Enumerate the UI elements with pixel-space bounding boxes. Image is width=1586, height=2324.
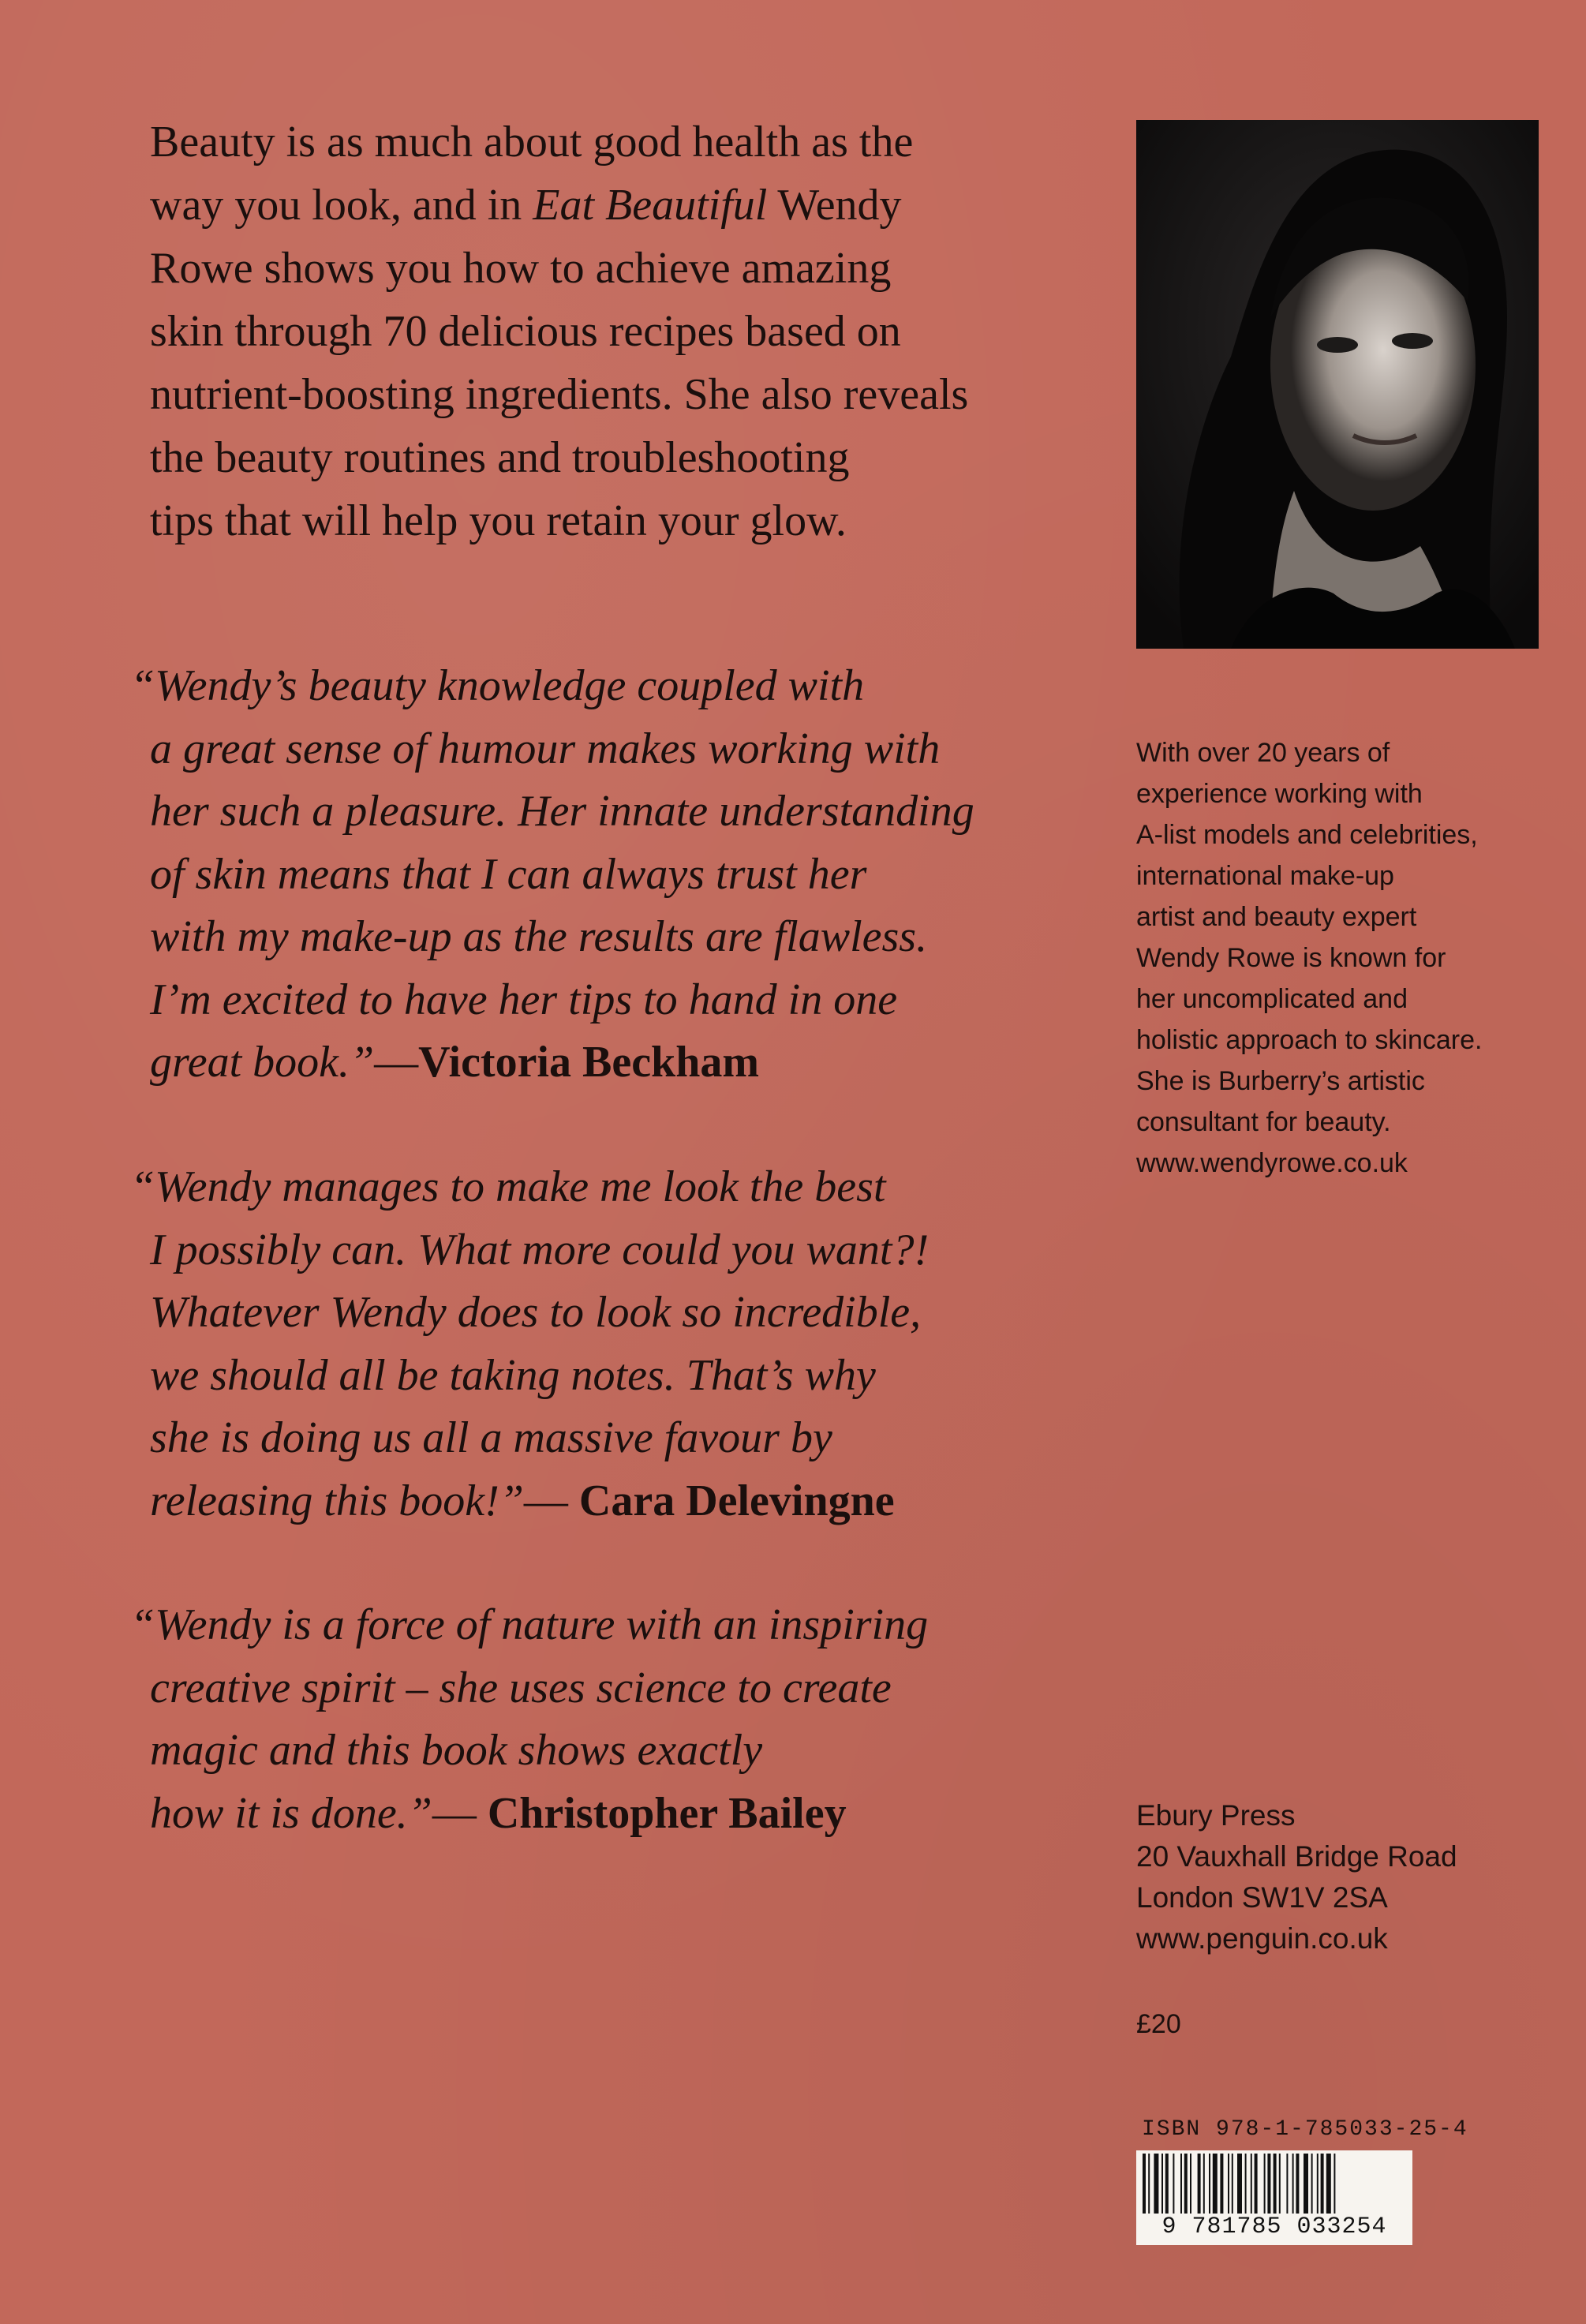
quote-line: of skin means that I can always trust her — [150, 849, 867, 899]
price: £20 — [1136, 2009, 1181, 2039]
bio-line: her uncomplicated and — [1136, 984, 1408, 1014]
quote-line: I’m excited to have her tips to hand in one — [150, 975, 898, 1024]
quote-text: how it is done.” — [150, 1788, 432, 1838]
barcode-digits: 9 781785 033254 — [1161, 2214, 1387, 2240]
blurb-line: the beauty routines and troubleshooting — [150, 433, 850, 482]
author-bio — [1136, 732, 1547, 1184]
blurb-line: Beauty is as much about good health as the — [150, 118, 914, 167]
quote-author: Victoria Beckham — [418, 1038, 759, 1087]
blurb-line: skin through 70 delicious recipes based on — [150, 307, 901, 356]
quote-author: Christopher Bailey — [487, 1788, 847, 1838]
quote-line: her such a pleasure. Her innate understanding — [150, 787, 974, 836]
publisher-street: 20 Vauxhall Bridge Road — [1136, 1840, 1457, 1873]
quote-line: “Wendy is a force of nature with an inspiring — [130, 1600, 929, 1649]
testimonial-quote — [130, 655, 1077, 1095]
testimonial-quote — [130, 1156, 1077, 1532]
blurb-line: Rowe shows you how to achieve amazing — [150, 244, 892, 293]
publisher-name: Ebury Press — [1136, 1799, 1296, 1832]
quote-line: a great sense of humour makes working with — [150, 724, 941, 773]
testimonial-quote — [130, 1594, 1077, 1845]
bio-line: international make-up — [1136, 861, 1394, 891]
blurb-text: Wendy — [767, 181, 902, 230]
blurb-line: nutrient-boosting ingredients. She also reveals — [150, 370, 969, 419]
blurb-line — [150, 174, 1081, 237]
quote-line: we should all be taking notes. That’s why — [150, 1350, 876, 1400]
quote-text: releasing this book!” — [150, 1476, 524, 1525]
bio-line: She is Burberry’s artistic — [1136, 1066, 1425, 1096]
blurb-text: way you look, and in — [150, 181, 533, 230]
isbn-label: ISBN 978-1-785033-25-4 — [1142, 2117, 1468, 2142]
quote-author: Cara Delevingne — [578, 1476, 895, 1525]
publisher-website: www.penguin.co.uk — [1136, 1922, 1388, 1955]
quote-line: Whatever Wendy does to look so incredible, — [150, 1288, 922, 1337]
quote-line: creative spirit – she uses science to create — [150, 1663, 892, 1712]
quote-line: magic and this book shows exactly — [150, 1726, 763, 1775]
author-website: www.wendyrowe.co.uk — [1136, 1148, 1408, 1178]
quote-line-last — [130, 1783, 1077, 1846]
barcode-bars — [1136, 2150, 1412, 2214]
book-title: Eat Beautiful — [533, 181, 768, 230]
quote-dash: — — [523, 1476, 579, 1525]
author-photo — [1136, 120, 1539, 649]
author-portrait-image — [1136, 120, 1539, 649]
quote-line: “Wendy’s beauty knowledge coupled with — [130, 661, 865, 710]
quote-line: with my make-up as the results are flawless. — [150, 912, 928, 961]
bio-line: Wendy Rowe is known for — [1136, 943, 1446, 973]
quote-line: “Wendy manages to make me look the best — [130, 1162, 886, 1211]
publisher-address — [1136, 1795, 1531, 1959]
bio-line: holistic approach to skincare. — [1136, 1025, 1483, 1055]
book-blurb — [150, 110, 1081, 552]
quote-line: I possibly can. What more could you want?! — [150, 1225, 930, 1274]
publisher-city: London SW1V 2SA — [1136, 1881, 1388, 1914]
quote-line-last — [130, 1031, 1077, 1095]
quote-dash: — — [374, 1038, 419, 1087]
quote-line-last — [130, 1470, 1077, 1533]
bio-line: experience working with — [1136, 779, 1423, 809]
blurb-line: tips that will help you retain your glow. — [150, 496, 847, 545]
quote-line: she is doing us all a massive favour by — [150, 1413, 832, 1462]
quote-text: great book.” — [150, 1038, 375, 1087]
bio-line: With over 20 years of — [1136, 738, 1390, 768]
bio-line: consultant for beauty. — [1136, 1107, 1391, 1137]
bio-line: artist and beauty expert — [1136, 902, 1417, 932]
quote-dash: — — [432, 1788, 488, 1838]
bio-line: A-list models and celebrities, — [1136, 820, 1478, 850]
